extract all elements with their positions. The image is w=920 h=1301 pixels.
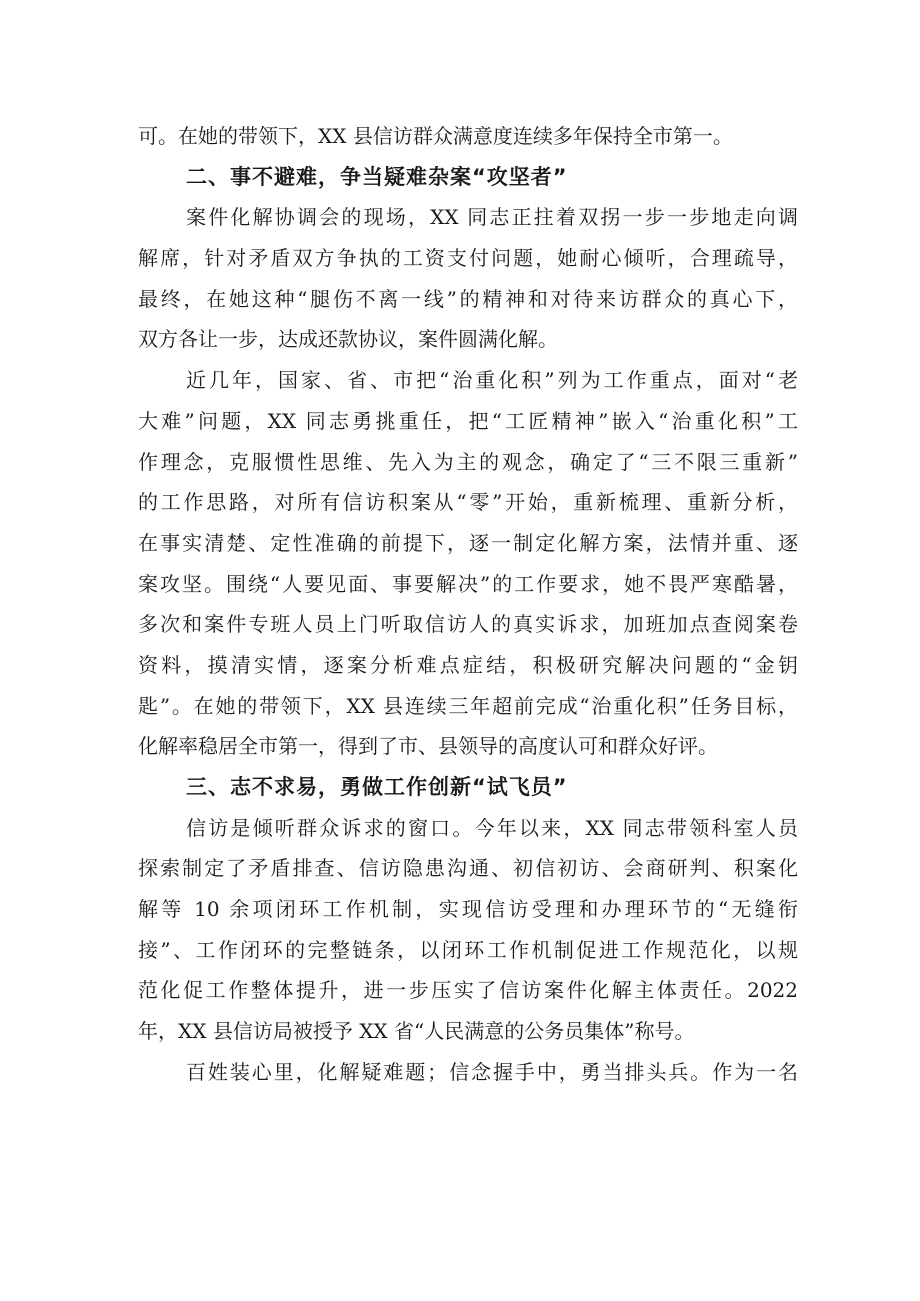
paragraph-line: 近几年，国家、省、市把“治重化积”列为工作重点，面对“老 — [186, 368, 798, 393]
paragraph-line: 双方各让一步，达成还款协议，案件圆满化解。 — [138, 327, 558, 352]
paragraph-line: 范化促工作整体提升，进一步压实了信访案件化解主体责任。2022 — [138, 978, 798, 1003]
paragraph-line: 匙”。在她的带领下，XX 县连续三年超前完成“治重化积”任务目标， — [138, 693, 798, 718]
paragraph-line: 解等 10 余项闭环工作机制，实现信访受理和办理环节的“无缝衔 — [138, 897, 798, 922]
paragraph-line: 的工作思路，对所有信访积案从“零”开始，重新梳理、重新分析， — [138, 490, 798, 515]
paragraph-line: 年，XX 县信访局被授予 XX 省“人民满意的公务员集体”称号。 — [138, 1019, 695, 1044]
paragraph-line: 最终，在她这种“腿伤不离一线”的精神和对待来访群众的真心下， — [138, 286, 798, 311]
section-heading: 三、志不求易，勇做工作创新“试飞员” — [186, 775, 568, 799]
paragraph-line: 案件化解协调会的现场，XX 同志正拄着双拐一步一步地走向调 — [186, 205, 798, 230]
document-body — [138, 116, 798, 1093]
paragraph-line: 作理念，克服惯性思维、先入为主的观念，确定了“三不限三重新” — [138, 449, 798, 474]
paragraph-line: 大难”问题，XX 同志勇挑重任，把“工匠精神”嵌入“治重化积”工 — [138, 408, 798, 433]
paragraph-line: 多次和案件专班人员上门听取信访人的真实诉求，加班加点查阅案卷 — [138, 612, 798, 637]
section-heading: 二、事不避难，争当疑难杂案“攻坚者” — [186, 164, 568, 189]
paragraph-line: 解席，针对矛盾双方争执的工资支付问题，她耐心倾听，合理疏导， — [138, 246, 798, 271]
paragraph-line: 可。在她的带领下，XX 县信访群众满意度连续多年保持全市第一。 — [138, 124, 733, 148]
paragraph-line: 在事实清楚、定性准确的前提下，逐一制定化解方案，法情并重、逐 — [138, 530, 798, 555]
paragraph-line: 探索制定了矛盾排查、信访隐患沟通、初信初访、会商研判、积案化 — [138, 856, 798, 881]
paragraph-line: 化解率稳居全市第一，得到了市、县领导的高度认可和群众好评。 — [138, 734, 718, 759]
paragraph-line: 接”、工作闭环的完整链条，以闭环工作机制促进工作规范化，以规 — [138, 937, 798, 962]
paragraph-line: 资料，摸清实情，逐案分析难点症结，积极研究解决问题的“金钥 — [138, 652, 798, 677]
paragraph-line: 百姓装心里，化解疑难题；信念握手中，勇当排头兵。作为一名 — [186, 1059, 798, 1084]
paragraph-line: 案攻坚。围绕“人要见面、事要解决”的工作要求，她不畏严寒酷暑， — [138, 571, 798, 596]
paragraph-line: 信访是倾听群众诉求的窗口。今年以来，XX 同志带领科室人员 — [186, 815, 798, 840]
